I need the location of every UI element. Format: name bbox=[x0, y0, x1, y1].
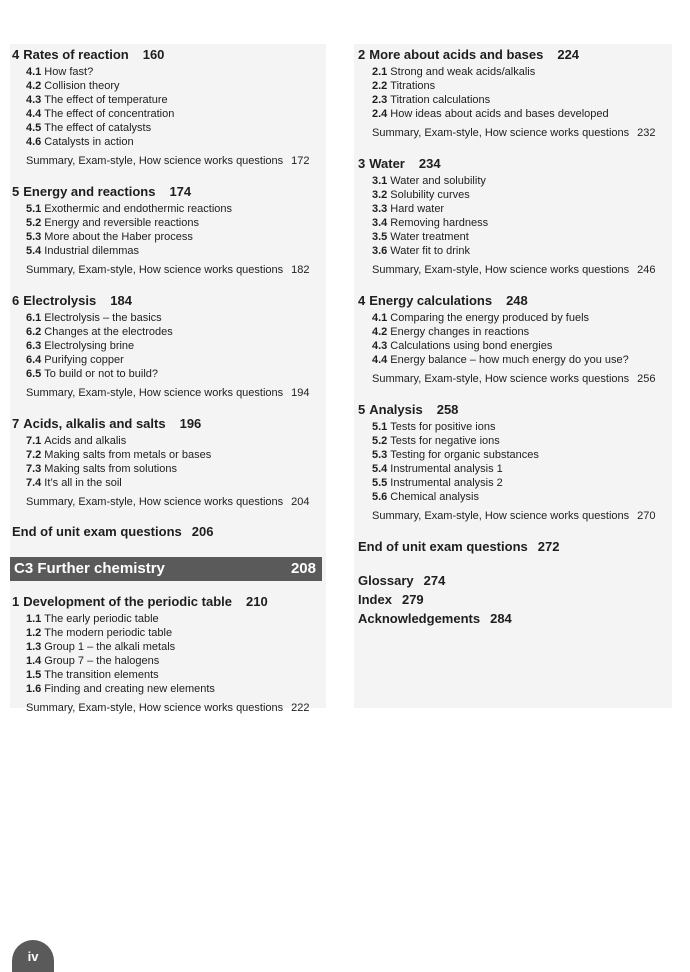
chapter-section bbox=[12, 183, 328, 277]
chapter-number: 3 bbox=[358, 156, 366, 171]
topic-item[interactable] bbox=[26, 462, 328, 476]
chapter-page: 248 bbox=[506, 293, 528, 308]
topic-title: Finding and creating new elements bbox=[44, 683, 215, 695]
topic-item[interactable] bbox=[372, 434, 674, 448]
chapter-title-link[interactable] bbox=[12, 46, 328, 63]
chapter-section bbox=[12, 415, 328, 509]
topic-list bbox=[12, 65, 328, 149]
topic-number: 4.4 bbox=[372, 354, 388, 366]
back-matter-page: 284 bbox=[490, 611, 512, 626]
topic-number: 1.2 bbox=[26, 627, 42, 639]
topic-number: 2.3 bbox=[372, 94, 388, 106]
page-number-tab bbox=[12, 940, 54, 972]
summary-line[interactable] bbox=[12, 154, 328, 168]
left-chapters-top bbox=[12, 46, 328, 509]
topic-title: Removing hardness bbox=[390, 217, 489, 229]
summary-page: 194 bbox=[291, 387, 310, 399]
summary-line[interactable] bbox=[358, 509, 674, 523]
topic-number: 6.1 bbox=[26, 312, 42, 324]
topic-title: It’s all in the soil bbox=[44, 477, 122, 489]
topic-number: 5.3 bbox=[372, 449, 388, 461]
topic-title: Comparing the energy produced by fuels bbox=[390, 312, 590, 324]
topic-title: Energy balance – how much energy do you use? bbox=[390, 354, 629, 366]
topic-list bbox=[12, 434, 328, 490]
back-matter-list bbox=[358, 572, 674, 628]
summary-text: Summary, Exam-style, How science works questions bbox=[26, 155, 284, 167]
chapter-title-link[interactable] bbox=[12, 292, 328, 309]
topic-title: Exothermic and endothermic reactions bbox=[44, 203, 233, 215]
back-matter-item[interactable] bbox=[358, 610, 674, 628]
chapter-number: 1 bbox=[12, 594, 20, 609]
topic-number: 4.2 bbox=[26, 80, 42, 92]
topic-item[interactable] bbox=[372, 311, 674, 325]
chapter-section bbox=[358, 292, 674, 386]
topic-title: Group 1 – the alkali metals bbox=[44, 641, 176, 653]
topic-item[interactable] bbox=[372, 353, 674, 367]
topic-item[interactable] bbox=[372, 325, 674, 339]
chapter-number: 5 bbox=[12, 184, 20, 199]
topic-list bbox=[12, 202, 328, 258]
topic-title: Instrumental analysis 1 bbox=[390, 463, 503, 475]
topic-title: The effect of temperature bbox=[44, 94, 168, 106]
topic-title: How fast? bbox=[44, 66, 94, 78]
topic-title: Water fit to drink bbox=[390, 245, 470, 257]
topic-title: Changes at the electrodes bbox=[44, 326, 173, 338]
topic-number: 7.4 bbox=[26, 477, 42, 489]
chapter-page: 210 bbox=[246, 594, 268, 609]
topic-title: Chemical analysis bbox=[390, 491, 479, 503]
topic-item[interactable] bbox=[26, 135, 328, 149]
topic-number: 5.5 bbox=[372, 477, 388, 489]
topic-item[interactable] bbox=[26, 448, 328, 462]
back-matter-item[interactable] bbox=[358, 591, 674, 609]
chapter-section bbox=[12, 46, 328, 168]
topic-item[interactable] bbox=[26, 107, 328, 121]
topic-number: 1.3 bbox=[26, 641, 42, 653]
topic-list bbox=[358, 174, 674, 258]
topic-item[interactable] bbox=[26, 626, 328, 640]
chapter-title-link[interactable] bbox=[358, 46, 674, 63]
topic-item[interactable] bbox=[26, 612, 328, 626]
topic-title: Tests for positive ions bbox=[390, 421, 496, 433]
topic-item[interactable] bbox=[26, 339, 328, 353]
chapter-title-link[interactable] bbox=[12, 415, 328, 432]
topic-list bbox=[358, 65, 674, 121]
chapter-number: 5 bbox=[358, 402, 366, 417]
summary-text: Summary, Exam-style, How science works questions bbox=[26, 264, 284, 276]
summary-page: 256 bbox=[637, 373, 656, 385]
topic-number: 5.1 bbox=[26, 203, 42, 215]
end-of-unit-page: 272 bbox=[537, 539, 560, 554]
summary-text: Summary, Exam-style, How science works questions bbox=[26, 387, 284, 399]
left-column bbox=[12, 46, 328, 730]
topic-number: 3.1 bbox=[372, 175, 388, 187]
topic-item[interactable] bbox=[26, 93, 328, 107]
topic-number: 4.2 bbox=[372, 326, 388, 338]
topic-list bbox=[358, 311, 674, 367]
chapter-section bbox=[358, 46, 674, 140]
topic-item[interactable] bbox=[372, 490, 674, 504]
chapter-title: More about acids and bases bbox=[369, 47, 544, 62]
topic-title: Hard water bbox=[390, 203, 445, 215]
summary-line[interactable] bbox=[12, 386, 328, 400]
topic-number: 4.3 bbox=[26, 94, 42, 106]
chapter-number: 4 bbox=[12, 47, 20, 62]
topic-number: 4.1 bbox=[372, 312, 388, 324]
chapter-title-link[interactable] bbox=[358, 155, 674, 172]
topic-title: Acids and alkalis bbox=[44, 435, 127, 447]
topic-title: The effect of catalysts bbox=[44, 122, 152, 134]
topic-list bbox=[358, 420, 674, 504]
topic-number: 3.6 bbox=[372, 245, 388, 257]
topic-number: 7.3 bbox=[26, 463, 42, 475]
topic-number: 6.4 bbox=[26, 354, 42, 366]
topic-title: Instrumental analysis 2 bbox=[390, 477, 503, 489]
unit-banner-title: C3 Further chemistry bbox=[14, 560, 165, 577]
end-of-unit-exam-questions-c3[interactable] bbox=[358, 538, 674, 556]
chapter-number: 2 bbox=[358, 47, 366, 62]
summary-text: Summary, Exam-style, How science works questions bbox=[372, 373, 630, 385]
topic-title: Water treatment bbox=[390, 231, 469, 243]
topic-item[interactable] bbox=[26, 230, 328, 244]
back-matter-title: Glossary bbox=[358, 573, 414, 588]
summary-page: 182 bbox=[291, 264, 310, 276]
summary-page: 270 bbox=[637, 510, 656, 522]
topic-number: 6.2 bbox=[26, 326, 42, 338]
topic-title: The transition elements bbox=[44, 669, 159, 681]
topic-title: Group 7 – the halogens bbox=[44, 655, 160, 667]
topic-title: Electrolysing brine bbox=[44, 340, 135, 352]
topic-item[interactable] bbox=[26, 434, 328, 448]
topic-title: Tests for negative ions bbox=[390, 435, 500, 447]
topic-item[interactable] bbox=[372, 174, 674, 188]
chapter-title: Acids, alkalis and salts bbox=[23, 416, 166, 431]
topic-item[interactable] bbox=[26, 668, 328, 682]
topic-title: Energy and reversible reactions bbox=[44, 217, 199, 229]
right-chapters bbox=[358, 46, 674, 523]
summary-page: 246 bbox=[637, 264, 656, 276]
topic-title: Electrolysis – the basics bbox=[44, 312, 162, 324]
summary-line[interactable] bbox=[358, 263, 674, 277]
topic-item[interactable] bbox=[372, 188, 674, 202]
chapter-page: 258 bbox=[436, 402, 459, 417]
chapter-page: 160 bbox=[142, 47, 165, 62]
summary-line[interactable] bbox=[358, 372, 674, 386]
topic-number: 1.5 bbox=[26, 669, 42, 681]
back-matter-page: 274 bbox=[423, 573, 446, 588]
right-column bbox=[358, 46, 674, 629]
chapter-number: 6 bbox=[12, 293, 20, 308]
back-matter-title: Acknowledgements bbox=[358, 611, 481, 626]
topic-number: 5.4 bbox=[26, 245, 42, 257]
topic-number: 4.1 bbox=[26, 66, 42, 78]
topic-item[interactable] bbox=[372, 244, 674, 258]
topic-item[interactable] bbox=[26, 325, 328, 339]
topic-item[interactable] bbox=[26, 65, 328, 79]
topic-number: 6.5 bbox=[26, 368, 42, 380]
chapter-page: 174 bbox=[169, 184, 192, 199]
topic-title: Strong and weak acids/alkalis bbox=[390, 66, 536, 78]
end-of-unit-title: End of unit exam questions bbox=[358, 539, 528, 554]
topic-list bbox=[12, 612, 328, 696]
chapter-page: 196 bbox=[179, 416, 202, 431]
chapter-number: 7 bbox=[12, 416, 20, 431]
topic-title: The effect of concentration bbox=[44, 108, 175, 120]
chapter-title: Energy and reactions bbox=[23, 184, 156, 199]
summary-page: 232 bbox=[637, 127, 656, 139]
summary-text: Summary, Exam-style, How science works questions bbox=[372, 127, 630, 139]
summary-text: Summary, Exam-style, How science works questions bbox=[26, 702, 284, 714]
end-of-unit-exam-questions-c2[interactable] bbox=[12, 523, 328, 541]
chapter-number: 4 bbox=[358, 293, 366, 308]
topic-number: 2.1 bbox=[372, 66, 388, 78]
unit-banner-c3[interactable] bbox=[10, 557, 322, 581]
topic-title: Collision theory bbox=[44, 80, 120, 92]
topic-item[interactable] bbox=[26, 79, 328, 93]
topic-title: The modern periodic table bbox=[44, 627, 173, 639]
topic-title: Testing for organic substances bbox=[390, 449, 539, 461]
topic-title: How ideas about acids and bases developed bbox=[390, 108, 609, 120]
topic-title: Industrial dilemmas bbox=[44, 245, 140, 257]
page-number: iv bbox=[27, 949, 39, 964]
topic-title: Making salts from metals or bases bbox=[44, 449, 212, 461]
topic-item[interactable] bbox=[26, 353, 328, 367]
summary-page: 222 bbox=[291, 702, 310, 714]
chapter-title: Rates of reaction bbox=[23, 47, 129, 62]
summary-text: Summary, Exam-style, How science works questions bbox=[372, 264, 630, 276]
topic-title: Titrations bbox=[390, 80, 436, 92]
topic-number: 5.6 bbox=[372, 491, 388, 503]
back-matter-item[interactable] bbox=[358, 572, 674, 590]
back-matter-title: Index bbox=[358, 592, 392, 607]
topic-title: To build or not to build? bbox=[44, 368, 159, 380]
topic-number: 3.3 bbox=[372, 203, 388, 215]
topic-number: 6.3 bbox=[26, 340, 42, 352]
topic-title: Water and solubility bbox=[390, 175, 486, 187]
topic-item[interactable] bbox=[372, 339, 674, 353]
chapter-section bbox=[12, 593, 328, 715]
topic-item[interactable] bbox=[26, 640, 328, 654]
topic-number: 4.3 bbox=[372, 340, 388, 352]
summary-line[interactable] bbox=[12, 263, 328, 277]
chapter-section bbox=[12, 292, 328, 400]
topic-list bbox=[12, 311, 328, 381]
topic-number: 3.2 bbox=[372, 189, 388, 201]
topic-item[interactable] bbox=[372, 448, 674, 462]
topic-item[interactable] bbox=[26, 311, 328, 325]
topic-item[interactable] bbox=[372, 216, 674, 230]
topic-item[interactable] bbox=[26, 121, 328, 135]
back-matter-page: 279 bbox=[401, 592, 424, 607]
chapter-title: Analysis bbox=[369, 402, 423, 417]
topic-item[interactable] bbox=[372, 107, 674, 121]
topic-item[interactable] bbox=[372, 202, 674, 216]
unit-banner-page: 208 bbox=[290, 560, 316, 577]
topic-item[interactable] bbox=[26, 654, 328, 668]
chapter-title-link[interactable] bbox=[12, 593, 328, 610]
left-chapters-bottom bbox=[12, 593, 328, 715]
topic-number: 1.6 bbox=[26, 683, 42, 695]
topic-item[interactable] bbox=[372, 476, 674, 490]
topic-number: 5.4 bbox=[372, 463, 388, 475]
topic-number: 2.4 bbox=[372, 108, 388, 120]
summary-text: Summary, Exam-style, How science works questions bbox=[372, 510, 630, 522]
topic-title: Making salts from solutions bbox=[44, 463, 177, 475]
summary-text: Summary, Exam-style, How science works questions bbox=[26, 496, 284, 508]
topic-number: 4.4 bbox=[26, 108, 42, 120]
topic-item[interactable] bbox=[26, 216, 328, 230]
topic-item[interactable] bbox=[372, 420, 674, 434]
chapter-title: Water bbox=[369, 156, 405, 171]
summary-line[interactable] bbox=[358, 126, 674, 140]
topic-number: 1.4 bbox=[26, 655, 42, 667]
topic-title: Purifying copper bbox=[44, 354, 124, 366]
chapter-title-link[interactable] bbox=[358, 401, 674, 418]
topic-number: 5.3 bbox=[26, 231, 42, 243]
topic-number: 7.2 bbox=[26, 449, 42, 461]
topic-item[interactable] bbox=[26, 476, 328, 490]
chapter-title-link[interactable] bbox=[12, 183, 328, 200]
topic-title: Titration calculations bbox=[390, 94, 491, 106]
topic-number: 5.2 bbox=[372, 435, 388, 447]
chapter-section bbox=[358, 401, 674, 523]
topic-item[interactable] bbox=[26, 682, 328, 696]
topic-item[interactable] bbox=[26, 244, 328, 258]
chapter-page: 234 bbox=[418, 156, 441, 171]
chapter-page: 184 bbox=[110, 293, 132, 308]
topic-title: More about the Haber process bbox=[44, 231, 193, 243]
topic-number: 2.2 bbox=[372, 80, 388, 92]
topic-item[interactable] bbox=[372, 65, 674, 79]
end-of-unit-title: End of unit exam questions bbox=[12, 524, 182, 539]
topic-number: 5.2 bbox=[26, 217, 42, 229]
topic-number: 5.1 bbox=[372, 421, 388, 433]
topic-title: Energy changes in reactions bbox=[390, 326, 530, 338]
topic-number: 3.5 bbox=[372, 231, 388, 243]
topic-title: The early periodic table bbox=[44, 613, 159, 625]
topic-item[interactable] bbox=[372, 462, 674, 476]
topic-title: Catalysts in action bbox=[44, 136, 134, 148]
chapter-title: Development of the periodic table bbox=[23, 594, 232, 609]
summary-line[interactable] bbox=[12, 701, 328, 715]
chapter-page: 224 bbox=[557, 47, 580, 62]
topic-item[interactable] bbox=[372, 79, 674, 93]
topic-item[interactable] bbox=[372, 230, 674, 244]
summary-page: 172 bbox=[291, 155, 310, 167]
chapter-title: Energy calculations bbox=[369, 293, 493, 308]
topic-number: 1.1 bbox=[26, 613, 42, 625]
topic-number: 7.1 bbox=[26, 435, 42, 447]
chapter-section bbox=[358, 155, 674, 277]
summary-page: 204 bbox=[291, 496, 310, 508]
topic-item[interactable] bbox=[26, 367, 328, 381]
chapter-title: Electrolysis bbox=[23, 293, 97, 308]
topic-number: 4.5 bbox=[26, 122, 42, 134]
topic-title: Calculations using bond energies bbox=[390, 340, 553, 352]
topic-item[interactable] bbox=[26, 202, 328, 216]
summary-line[interactable] bbox=[12, 495, 328, 509]
end-of-unit-page: 206 bbox=[191, 524, 214, 539]
topic-title: Solubility curves bbox=[390, 189, 470, 201]
topic-number: 3.4 bbox=[372, 217, 388, 229]
topic-number: 4.6 bbox=[26, 136, 42, 148]
chapter-title-link[interactable] bbox=[358, 292, 674, 309]
topic-item[interactable] bbox=[372, 93, 674, 107]
